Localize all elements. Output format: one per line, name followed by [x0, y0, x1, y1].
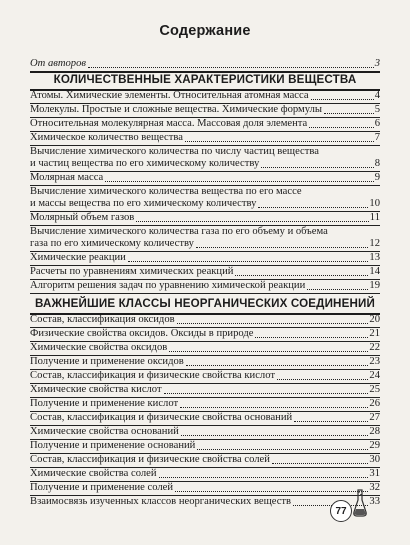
toc-entry-page: 8 [374, 158, 380, 169]
toc-entry-label: Вычисление химического количества по числу частиц вещества [30, 146, 319, 157]
toc-entry [30, 280, 380, 292]
toc-entry-continued [30, 238, 380, 250]
toc-entry [30, 398, 380, 410]
toc-entry-page: 5 [374, 104, 380, 115]
toc-entry [30, 314, 380, 326]
toc-entry [30, 356, 380, 368]
toc-entry-page: 20 [369, 314, 380, 325]
toc-entry-label: Получение и применение кислот [30, 398, 179, 409]
toc-entry-page: 3 [374, 58, 380, 69]
toc-entry [30, 370, 380, 382]
toc-entry-page: 13 [369, 252, 380, 263]
toc-leader-dots [258, 206, 368, 208]
toc-leader-dots [255, 336, 368, 338]
toc-entry [30, 454, 380, 466]
toc-entry-page: 23 [369, 356, 380, 367]
toc-leader-dots [272, 462, 369, 464]
toc-entry-label: и частиц вещества по его химическому количеству [30, 158, 260, 169]
toc-entry-page: 31 [369, 468, 380, 479]
toc-entry [30, 496, 380, 508]
toc-entry-label: Получение и применение солей [30, 482, 174, 493]
toc-entry-authors [30, 56, 380, 70]
toc-entry-page: 24 [369, 370, 380, 381]
toc-entry-label: Состав, классификация и физические свойства солей [30, 454, 270, 465]
flask-icon [352, 488, 368, 518]
toc-entry-page: 28 [369, 426, 380, 437]
toc-leader-dots [294, 420, 368, 422]
toc-entry-label: Молярный объем газов [30, 212, 135, 223]
toc-entry-label: Состав, классификация и физические свойства кислот [30, 370, 275, 381]
toc-entry-continued [30, 198, 380, 210]
toc-entry [30, 226, 380, 238]
toc-entry-page: 32 [369, 482, 380, 493]
toc-entry [30, 146, 380, 158]
toc-entry-continued [30, 158, 380, 170]
toc-entry [30, 440, 380, 452]
toc-entry-label: Химические свойства оснований [30, 426, 179, 437]
toc-leader-dots [136, 220, 368, 222]
toc-entry-page: 11 [369, 212, 380, 223]
toc-entry-page: 30 [369, 454, 380, 465]
toc-entry-label: Химическое количество вещества [30, 132, 183, 143]
toc-entry-page: 14 [369, 266, 380, 277]
toc-entry [30, 384, 380, 396]
toc-leader-dots [324, 112, 374, 114]
toc-entry-label: Вычисление химического количества вещества по его массе [30, 186, 302, 197]
toc-leader-dots [235, 274, 368, 276]
toc-entry [30, 104, 380, 116]
toc-leader-dots [309, 126, 373, 128]
toc-entry-label: Состав, классификация и физические свойства оснований [30, 412, 293, 423]
toc-entry [30, 328, 380, 340]
toc-leader-dots [177, 322, 369, 324]
toc-entry-label: и массы вещества по его химическому количеству [30, 198, 257, 209]
toc-entry [30, 342, 380, 354]
toc-leader-dots [164, 392, 369, 394]
toc-leader-dots [196, 246, 369, 248]
toc-leader-dots [185, 140, 374, 142]
toc-entry [30, 426, 380, 438]
toc-entry [30, 252, 380, 264]
toc-entry-label: Относительная молекулярная масса. Массовая доля элемента [30, 118, 308, 129]
section-heading: КОЛИЧЕСТВЕННЫЕ ХАРАКТЕРИСТИКИ ВЕЩЕСТВА [53, 73, 357, 86]
toc-entry-label: Химические свойства солей [30, 468, 157, 479]
toc-entry-label: Физические свойства оксидов. Оксиды в природе [30, 328, 254, 339]
page-title: Содержание [159, 23, 251, 39]
toc-entry-label: Молярная масса [30, 172, 104, 183]
toc-page [30, 0, 380, 545]
toc-leader-dots [159, 476, 369, 478]
toc-entry-label: Химические свойства оксидов [30, 342, 168, 353]
toc-entry [30, 212, 380, 224]
toc-entry-page: 25 [369, 384, 380, 395]
toc-entry-label: Атомы. Химические элементы. Относительная атомная масса [30, 90, 309, 101]
toc-leader-dots [261, 166, 373, 168]
toc-entry-label: Получение и применение оснований [30, 440, 196, 451]
toc-leader-dots [169, 350, 368, 352]
toc-entry-label: Химические реакции [30, 252, 126, 263]
toc-leader-dots [307, 288, 368, 290]
toc-leader-dots [105, 180, 373, 182]
toc-entry-label: Химические свойства кислот [30, 384, 162, 395]
toc-entry-page: 22 [369, 342, 380, 353]
toc-entry-label: газа по его химическому количеству [30, 238, 194, 249]
section-heading: ВАЖНЕЙШИЕ КЛАССЫ НЕОРГАНИЧЕСКИХ СОЕДИНЕНИЙ [35, 297, 375, 310]
toc-entry-page: 21 [369, 328, 380, 339]
toc-leader-dots [197, 448, 368, 450]
toc-entry-page: 4 [374, 90, 380, 101]
toc-entry [30, 132, 380, 144]
toc-entry-page: 29 [369, 440, 380, 451]
toc-entry [30, 468, 380, 480]
row-divider [30, 293, 380, 294]
toc-entry-page: 7 [374, 132, 380, 143]
toc-leader-dots [128, 260, 369, 262]
toc-entry-page: 10 [369, 198, 380, 209]
toc-entry [30, 118, 380, 130]
toc-entry-page: 6 [374, 118, 380, 129]
toc-entry [30, 90, 380, 102]
toc-entry-label: Состав, классификация оксидов [30, 314, 175, 325]
toc-entry-page: 33 [369, 496, 380, 507]
toc-leader-dots [277, 378, 368, 380]
page-number-badge: 77 [330, 500, 352, 522]
toc-leader-dots [180, 406, 368, 408]
toc-entry-label: Молекулы. Простые и сложные вещества. Химические формулы [30, 104, 322, 115]
toc-leader-dots [311, 98, 374, 100]
toc-entry-label: Алгоритм решения задач по уравнению химической реакции [30, 280, 306, 291]
toc-entry [30, 186, 380, 198]
toc-entry-page: 19 [369, 280, 380, 291]
toc-entry-label: От авторов [30, 58, 86, 69]
toc-leader-dots [181, 434, 369, 436]
toc-entry-label: Вычисление химического количества газа по его объему и объема [30, 226, 328, 237]
toc-entry-label: Расчеты по уравнениям химических реакций [30, 266, 234, 277]
toc-entry [30, 172, 380, 184]
toc-entry-page: 26 [369, 398, 380, 409]
toc-entry-page: 12 [369, 238, 380, 249]
toc-entry-page: 27 [369, 412, 380, 423]
toc-leader-dots [175, 490, 368, 492]
toc-leader-dots [88, 66, 374, 68]
toc-entry [30, 412, 380, 424]
toc-leader-dots [186, 364, 369, 366]
toc-entry [30, 482, 380, 494]
toc-entry-label: Взаимосвязь изученных классов неорганических веществ [30, 496, 292, 507]
toc-entry [30, 266, 380, 278]
toc-entry-label: Получение и применение оксидов [30, 356, 184, 367]
toc-entry-page: 9 [374, 172, 380, 183]
